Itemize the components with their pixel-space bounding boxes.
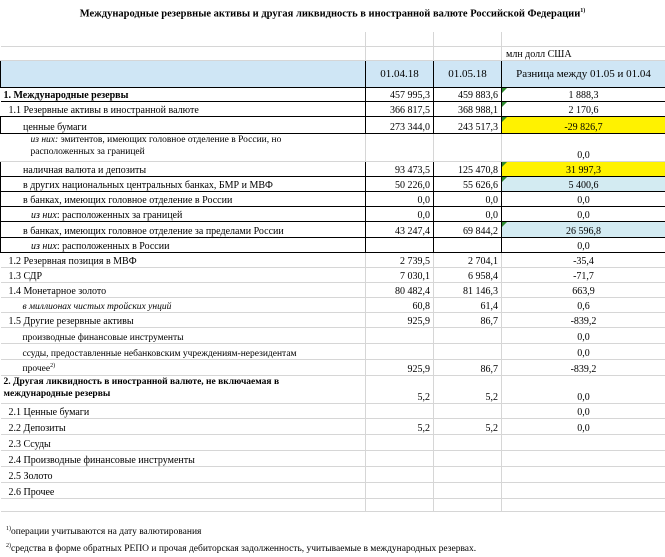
table-row (1, 133, 665, 161)
row-difference: 0,0 (502, 375, 665, 403)
row-difference: -71,7 (502, 267, 665, 282)
row-value-2: 6 958,4 (434, 267, 502, 282)
row-value-1 (366, 403, 434, 418)
table-row (1, 206, 665, 221)
row-value-1 (366, 133, 434, 161)
table-row (1, 312, 665, 327)
header-label-col (1, 60, 366, 87)
row-label: наличная валюта и депозиты (1, 161, 366, 176)
row-label: производные финансовые инструменты (1, 327, 366, 343)
row-value-2: 69 844,2 (434, 221, 502, 237)
row-label-text: 2. Другая ликвидность в иностранной валюте, не включаемая в (3, 376, 280, 387)
table-row (1, 116, 665, 133)
table-row (1, 359, 665, 375)
unit-label: млн долл США (502, 46, 665, 60)
row-value-1: 5,2 (366, 418, 434, 434)
row-value-2 (434, 450, 502, 466)
row-value-2: 5,2 (434, 375, 502, 403)
row-difference: 0,6 (502, 297, 665, 312)
row-value-2: 86,7 (434, 359, 502, 375)
row-value-1: 80 482,4 (366, 282, 434, 297)
row-value-2: 0,0 (434, 191, 502, 206)
row-label: в других национальных центральных банках, БМР и МВФ (1, 176, 366, 191)
row-value-2 (434, 327, 502, 343)
table-row (1, 282, 665, 297)
table-row (1, 176, 665, 191)
table-row (1, 375, 665, 403)
row-label (1, 359, 366, 375)
table-row (1, 418, 665, 434)
row-label (1, 133, 366, 161)
row-label: 1.4 Монетарное золото (1, 282, 366, 297)
row-value-1 (366, 327, 434, 343)
row-value-2: 86,7 (434, 312, 502, 327)
row-label: 2.6 Прочее (1, 482, 366, 498)
row-difference: 0,0 (502, 403, 665, 418)
unit-row (1, 46, 665, 60)
row-label-continued: расположенных за границей (30, 146, 145, 157)
row-difference: 26 596,8 (502, 221, 665, 237)
row-difference: 0,0 (502, 343, 665, 359)
reserves-table (0, 32, 665, 512)
row-difference: -839,2 (502, 312, 665, 327)
row-label: ссуды, предоставленные небанковским учреждениям-нерезидентам (1, 343, 366, 359)
row-value-1 (366, 237, 434, 252)
row-value-2 (434, 434, 502, 450)
table-row (1, 87, 665, 101)
table-row (1, 450, 665, 466)
table-row (1, 434, 665, 450)
footnote-mark: 2) (6, 543, 11, 549)
row-label-prefix: из них (31, 240, 57, 252)
footnote-mark: 1) (6, 526, 11, 532)
row-value-2: 243 517,3 (434, 116, 502, 133)
row-value-1: 925,9 (366, 359, 434, 375)
row-label: 1.2 Резервная позиция в МВФ (1, 252, 366, 267)
table-row (1, 252, 665, 267)
row-value-2 (434, 237, 502, 252)
row-value-1: 0,0 (366, 206, 434, 221)
row-value-2 (434, 482, 502, 498)
row-difference: 0,0 (502, 206, 665, 221)
footnote-text: операции учитываются на дату валютирования (11, 527, 202, 538)
table-row (1, 267, 665, 282)
row-label-prefix: из них (31, 209, 57, 221)
row-label: в банках, имеющих головное отделение в России (1, 191, 366, 206)
table-row (1, 343, 665, 359)
footnote-1 (6, 526, 201, 537)
row-difference: 2 170,6 (502, 101, 665, 116)
row-difference: 1 888,3 (502, 87, 665, 101)
row-value-1: 5,2 (366, 375, 434, 403)
row-value-2 (434, 466, 502, 482)
row-label-text: : расположенных в России (56, 240, 170, 252)
row-label: 1.5 Другие резервные активы (1, 312, 366, 327)
row-value-2 (434, 403, 502, 418)
row-label: 2.4 Производные финансовые инструменты (1, 450, 366, 466)
row-value-2: 125 470,8 (434, 161, 502, 176)
row-label (1, 206, 366, 221)
row-value-1: 60,8 (366, 297, 434, 312)
row-difference (502, 466, 665, 482)
table-row (1, 221, 665, 237)
row-value-2: 368 988,1 (434, 101, 502, 116)
row-difference (502, 434, 665, 450)
footnote-text: средства в форме обратных РЕПО и прочая дебиторская задолженность, учитываемые в международных резервах. (11, 544, 477, 555)
row-difference: -839,2 (502, 359, 665, 375)
row-difference: -29 826,7 (502, 116, 665, 133)
row-label-text: прочее (22, 364, 51, 375)
row-value-1: 2 739,5 (366, 252, 434, 267)
row-value-2 (434, 343, 502, 359)
row-value-1 (366, 343, 434, 359)
row-label (1, 375, 366, 403)
row-label-text: эмитентов, имеющих головное отделение в России, но (58, 134, 282, 145)
row-value-1 (366, 450, 434, 466)
row-difference: -35,4 (502, 252, 665, 267)
row-value-2: 5,2 (434, 418, 502, 434)
row-label: 2.5 Золото (1, 466, 366, 482)
row-label: 2.2 Депозиты (1, 418, 366, 434)
row-value-1: 7 030,1 (366, 267, 434, 282)
row-value-1: 0,0 (366, 191, 434, 206)
row-value-1 (366, 466, 434, 482)
row-label: в миллионах чистых тройских унций (1, 297, 366, 312)
row-label: 1. Международные резервы (1, 87, 366, 101)
row-value-1 (366, 434, 434, 450)
row-value-2 (434, 133, 502, 161)
row-value-2: 459 883,6 (434, 87, 502, 101)
table-row (1, 191, 665, 206)
table-row (1, 101, 665, 116)
header-row (1, 60, 665, 87)
table-row (1, 161, 665, 176)
row-label: ценные бумаги (1, 116, 366, 133)
row-value-2: 55 626,6 (434, 176, 502, 191)
row-value-1: 925,9 (366, 312, 434, 327)
row-label-text: : расположенных за границей (56, 209, 183, 221)
table-row (1, 237, 665, 252)
table-row (1, 403, 665, 418)
row-value-2: 81 146,3 (434, 282, 502, 297)
row-value-2: 61,4 (434, 297, 502, 312)
row-difference: 5 400,6 (502, 176, 665, 191)
row-difference (502, 482, 665, 498)
table-row (1, 297, 665, 312)
title-footnote-mark: 1) (580, 8, 586, 14)
row-label: 1.3 СДР (1, 267, 366, 282)
row-footnote-mark: 2) (50, 363, 56, 370)
row-difference: 31 997,3 (502, 161, 665, 176)
row-difference: 0,0 (502, 133, 665, 161)
row-value-1: 366 817,5 (366, 101, 434, 116)
row-label-prefix: из них: (30, 134, 59, 145)
row-value-1: 93 473,5 (366, 161, 434, 176)
table-row (1, 466, 665, 482)
table-row (1, 327, 665, 343)
row-value-2: 2 704,1 (434, 252, 502, 267)
row-difference (502, 450, 665, 466)
row-label: 2.1 Ценные бумаги (1, 403, 366, 418)
row-label (1, 237, 366, 252)
header-difference: Разница между 01.05 и 01.04 (502, 60, 665, 87)
row-value-1 (366, 482, 434, 498)
header-date-2: 01.05.18 (434, 60, 502, 87)
row-value-1: 457 995,3 (366, 87, 434, 101)
title-text: Международные резервные активы и другая ликвидность в иностранной валюте Российской Федерации (79, 8, 581, 20)
row-difference: 0,0 (502, 418, 665, 434)
row-label: 2.3 Ссуды (1, 434, 366, 450)
row-difference: 0,0 (502, 237, 665, 252)
row-label: в банках, имеющих головное отделение за пределами России (1, 221, 366, 237)
row-value-2: 0,0 (434, 206, 502, 221)
header-date-1: 01.04.18 (366, 60, 434, 87)
row-difference: 0,0 (502, 327, 665, 343)
table-row (1, 482, 665, 498)
page-title (0, 0, 665, 32)
row-value-1: 43 247,4 (366, 221, 434, 237)
row-value-1: 273 344,0 (366, 116, 434, 133)
row-label-continued: международные резервы (3, 388, 111, 399)
row-value-1: 50 226,0 (366, 176, 434, 191)
row-difference: 0,0 (502, 191, 665, 206)
footnote-2 (6, 543, 476, 554)
row-label: 1.1 Резервные активы в иностранной валюте (1, 101, 366, 116)
row-difference: 663,9 (502, 282, 665, 297)
